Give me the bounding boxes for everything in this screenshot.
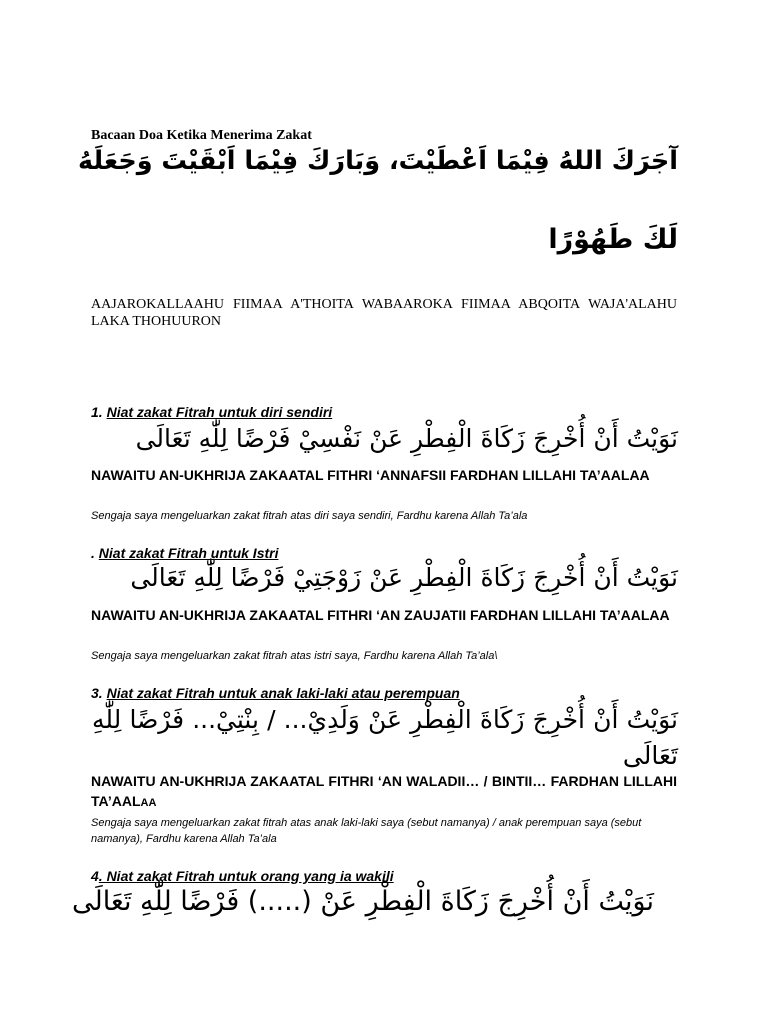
- zakat-prayer-arabic-line-2: لَكَ طَهُوْرًا: [548, 224, 678, 255]
- section-1-title: Niat zakat Fitrah untuk diri sendiri: [106, 404, 333, 420]
- section-3-title: Niat zakat Fitrah untuk anak laki-laki atau perempuan: [106, 685, 460, 701]
- document-title: Bacaan Doa Ketika Menerima Zakat: [91, 128, 312, 143]
- section-1-latin: [91, 465, 677, 485]
- section-3-arabic: نَوَيْتُ أَنْ أُخْرِجَ زَكَاةَ الْفِطْرِ عَنْ وَلَدِيْ... / بِنْتِيْ... فَرْضًا لِلّٰهِ تَعَالَى: [92, 705, 678, 770]
- section-4-arabic: نَوَيْتُ أَنْ أُخْرِجَ زَكَاةَ الْفِطْرِ عَنْ (.....) فَرْضًا لِلّٰهِ تَعَالَى: [71, 886, 654, 917]
- section-1-latin-text: NAWAITU AN-UKHRIJA ZAKAATAL FITHRI ‘ANNAFSII FARDHAN LILLAHI TA’AALAA: [91, 467, 650, 483]
- section-4-number: 4: [91, 868, 99, 884]
- zakat-prayer-latin: AAJAROKALLAAHU FIIMAA A'THOITA WABAAROKA FIIMAA ABQOITA WAJA'ALAHU LAKA THOHUURON: [91, 297, 677, 329]
- section-2-arabic: نَوَيْتُ أَنْ أُخْرِجَ زَكَاةَ الْفِطْرِ عَنْ زَوْجَتِيْ فَرْضًا لِلّٰهِ تَعَالَى: [130, 563, 678, 592]
- section-2-heading: [91, 545, 278, 561]
- section-3-number: 3.: [91, 685, 107, 701]
- section-2-latin-text: NAWAITU AN-UKHRIJA ZAKAATAL FITHRI ‘AN ZAUJATII FARDHAN LILLAHI TA’AALAA: [91, 607, 670, 623]
- section-2-latin: [91, 605, 677, 625]
- section-1-heading: [91, 404, 332, 420]
- section-4-heading: [91, 868, 394, 884]
- section-3-latin: [91, 771, 677, 813]
- section-3-heading: [91, 685, 460, 701]
- section-1-translation: Sengaja saya mengeluarkan zakat fitrah atas diri saya sendiri, Fardhu karena Allah Ta’ala: [91, 510, 528, 522]
- section-2-number: .: [91, 545, 99, 561]
- section-1-number: 1.: [91, 404, 107, 420]
- section-4-title: . Niat zakat Fitrah untuk orang yang ia wakili: [98, 868, 394, 884]
- zakat-prayer-arabic-line-1: آجَرَكَ اللهُ فِيْمَا اَعْطَيْتَ، وَبَارَكَ فِيْمَا اَبْقَيْتَ وَجَعَلَهُ: [78, 146, 678, 176]
- section-2-title: Niat zakat Fitrah untuk Istri: [98, 545, 279, 561]
- section-3-latin-text: NAWAITU AN-UKHRIJA ZAKAATAL FITHRI ‘AN WALADII… / BINTII… FARDHAN LILLAHI TA’AAL: [91, 773, 677, 809]
- section-3-translation: Sengaja saya mengeluarkan zakat fitrah atas anak laki-laki saya (sebut namanya) / anak perempuan saya (sebut namanya), Fardhu karena Allah Ta’ala: [91, 817, 642, 845]
- section-1-arabic: نَوَيْتُ أَنْ أُخْرِجَ زَكَاةَ الْفِطْرِ عَنْ نَفْسِيْ فَرْضًا لِلّٰهِ تَعَالَى: [135, 424, 678, 453]
- section-2-translation: Sengaja saya mengeluarkan zakat fitrah atas istri saya, Fardhu karena Allah Ta’ala\: [91, 650, 498, 662]
- section-3-latin-suffix: AA: [140, 797, 157, 809]
